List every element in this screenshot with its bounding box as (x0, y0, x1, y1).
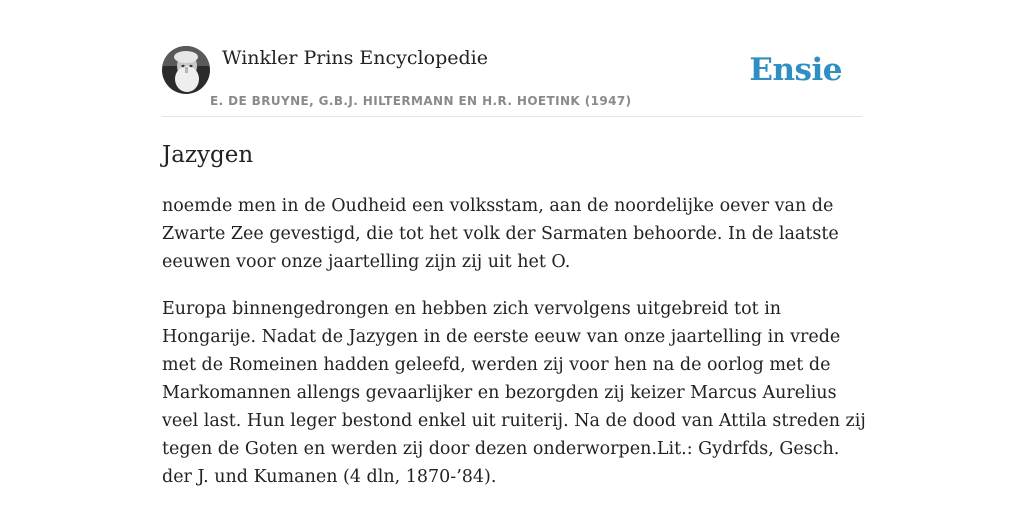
book-title[interactable]: Winkler Prins Encyclopedie (222, 47, 488, 69)
author-avatar (162, 46, 210, 94)
header (162, 46, 862, 117)
entry-paragraph: Europa binnengedrongen en hebben zich vervolgens uitgebreid tot in Hongarije. Nadat de Jazygen in de eerste eeuw van onze jaartelling in vrede met de Romeinen hadden geleefd, werden zij voor hen na de oorlog met de Markomannen allengs gevaarlijker en bezorgden zij keizer Marcus Aurelius veel last. Hun leger bestond enkel uit ruiterij. Na de dood van Attila streden zij tegen de Goten en werden zij door dezen onderworpen.Lit.: Gydrfds, Gesch. der J. und Kumanen (4 dln, 1870-’84). (162, 299, 866, 487)
entry-paragraph: noemde men in de Oudheid een volksstam, aan de noordelijke oever van de Zwarte Zee gevestigd, die tot het volk der Sarmaten behoorde. In de laatste eeuwen voor onze jaartelling zijn zij uit het O. (162, 196, 839, 272)
book-authors: E. DE BRUYNE, G.B.J. HILTERMANN EN H.R. HOETINK (1947) (210, 94, 632, 108)
ensie-logo-link[interactable]: Ensie (749, 52, 842, 88)
entry-title: Jazygen (162, 142, 254, 168)
entry-body (162, 192, 867, 510)
